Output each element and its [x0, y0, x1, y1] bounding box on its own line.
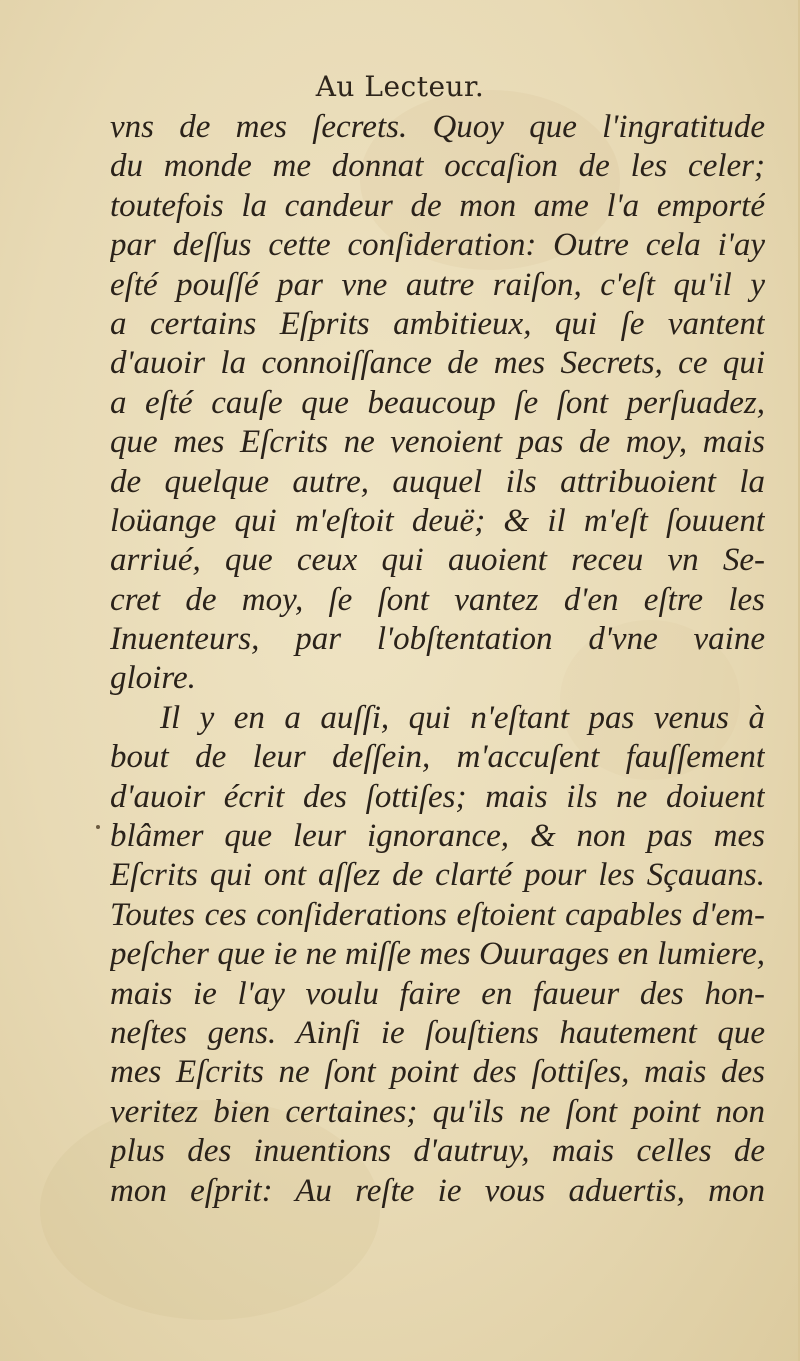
text-line: du monde me donnat occaſion de les celer;	[110, 148, 765, 185]
text-line: neſtes gens. Ainſi ie ſouſtiens hautement que	[110, 1014, 765, 1051]
text-line: vns de mes ſecrets. Quoy que l'ingratitude	[110, 109, 765, 145]
text-line: loüange qui m'eſtoit deuë; & il m'eſt ſouuent	[110, 502, 765, 539]
text-line: a eſté cauſe que beaucoup ſe ſont perſuadez,	[110, 384, 765, 421]
text-line: bout de leur deſſein, m'accuſent fauſſement	[110, 739, 765, 776]
text-line: veritez bien certaines; qu'ils ne ſont point non	[110, 1093, 765, 1130]
body-text	[110, 108, 765, 1211]
text-line: mon eſprit: Au reſte ie vous aduertis, mon	[110, 1172, 765, 1209]
text-line: gloire.	[110, 660, 196, 697]
text-line: par deſſus cette conſideration: Outre cela i'ay	[110, 227, 765, 264]
text-line: cret de moy, ſe ſont vantez d'en eſtre les	[110, 581, 765, 618]
text-line: eſté pouſſé par vne autre raiſon, c'eſt qu'il y	[110, 266, 765, 303]
text-line: mes Eſcrits ne ſont point des ſottiſes, mais des	[110, 1054, 765, 1091]
text-line: Toutes ces conſiderations eſtoient capables d'em-	[110, 896, 765, 933]
text-line: arriué, que ceux qui auoient receu vn Se-	[110, 542, 765, 579]
paragraph-first-line: Il y en a auſſi, qui n'eſtant pas venus à	[160, 699, 765, 736]
text-line: d'auoir écrit des ſottiſes; mais ils ne doiuent	[110, 778, 765, 815]
text-line: d'auoir la connoiſſance de mes Secrets, ce qui	[110, 345, 765, 382]
text-line: plus des inuentions d'autruy, mais celles de	[110, 1133, 765, 1170]
text-line: a certains Eſprits ambitieux, qui ſe vantent	[110, 305, 765, 342]
running-header: Au Lecteur.	[315, 70, 485, 103]
text-line: de quelque autre, auquel ils attribuoient la	[110, 463, 765, 500]
ink-speck	[96, 825, 100, 829]
text-line: blâmer que leur ignorance, & non pas mes	[110, 818, 765, 855]
text-line: mais ie l'ay voulu faire en faueur des hon-	[110, 975, 765, 1012]
text-line: toutefois la candeur de mon ame l'a emporté	[110, 187, 765, 224]
text-line: Inuenteurs, par l'obſtentation d'vne vaine	[110, 621, 765, 658]
text-line: Eſcrits qui ont aſſez de clarté pour les Sçauans.	[110, 857, 765, 894]
text-line: que mes Eſcrits ne venoient pas de moy, mais	[110, 424, 765, 461]
text-line: peſcher que ie ne miſſe mes Ouurages en lumiere,	[110, 936, 765, 973]
